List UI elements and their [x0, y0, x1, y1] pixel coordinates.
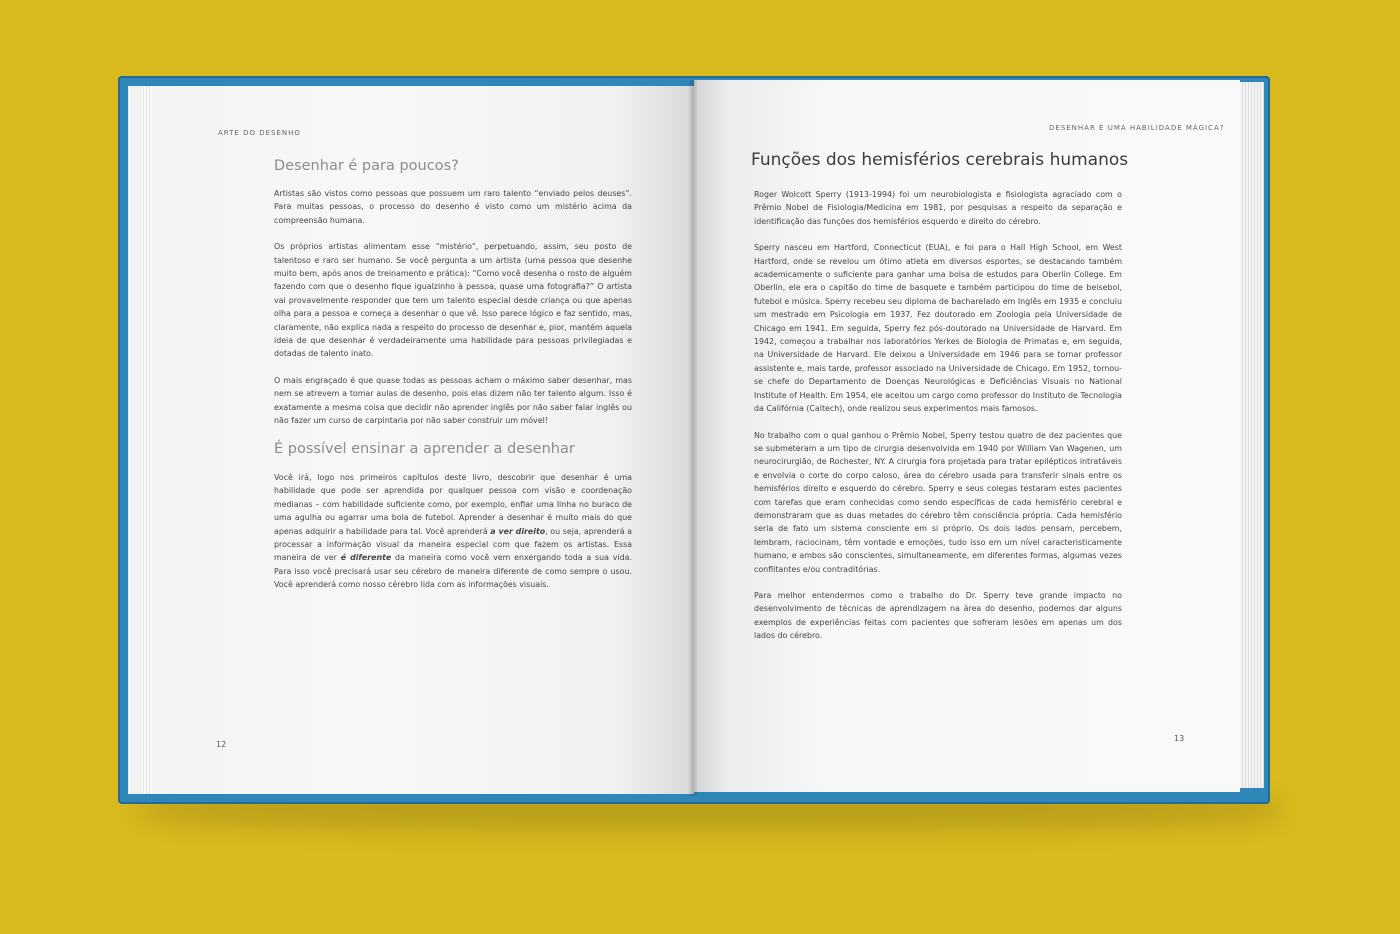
emphasis-ver-direito: a ver direito	[490, 526, 546, 536]
section-title-desenhar: Desenhar é para poucos?	[274, 158, 459, 174]
left-running-head: ARTE DO DESENHO	[218, 129, 301, 137]
book-gutter	[688, 80, 698, 796]
paragraph: Sperry nasceu em Hartford, Connecticut (EUA), e foi para o Hall High School, em West Hartford, onde se revelou um ótimo atleta em diversos esportes, se destacando também academicamente o suficiente para ganhar uma bolsa de estudos para Oberlin College. Em Oberlin, ele era o capitão do time de basquete e também participou do time de beisebol, futebol e música. Sperry recebeu seu diploma de bacharelado em Inglês em 1935 e concluiu um mestrado em Psicologia em 1937. Fez doutorado em Zoologia pela Universidade de Chicago em 1941. Em seguida, Sperry fez pós-doutorado na Universidade de Harvard. Em 1942, começou a trabalhar nos laboratórios Yerkes de Biologia de Primatas e, em seguida, na Universidade de Harvard. Ele deixou a Universidade em 1946 para se tornar professor assistente e, mais tarde, professor associado na Universidade de Chicago. Em 1952, tornou-se chefe do Departamento de Doenças Neurológicas e Deficiências Visuais no National Institute of Health. Em 1954, ele aceitou um cargo como professor do Instituto de Tecnologia da Califórnia (Caltech), onde realizou seus experimentos mais famosos.	[754, 243, 1122, 414]
chapter-title: Funções dos hemisférios cerebrais humanos	[751, 150, 1129, 170]
paragraph: Roger Wolcott Sperry (1913-1994) foi um neurobiologista e fisiologista agraciado com o Prêmio Nobel de Fisiologia/Medicina em 1981, por pesquisas a respeito da separação e identificação das funções dos hemisférios esquerdo e direito do cérebro.	[754, 190, 1122, 226]
right-body-text	[754, 188, 1122, 656]
paragraph: Artistas são vistos como pessoas que possuem um raro talento “enviado pelos deuses”. Para muitas pessoas, o processo do desenho é visto como um mistério acima da compreensão humana.	[274, 189, 632, 225]
section-body-desenhar	[274, 187, 632, 441]
paragraph: No trabalho com o qual ganhou o Prêmio Nobel, Sperry testou quatro de dez pacientes que se submeteram a um tipo de cirurgia desenvolvida em 1940 por William Van Wagenen, um neurocirurgião, de Rochester, NY. A cirurgia fora projetada para tratar epilépticos intratáveis e envolvia o corte do corpo caloso, área do cérebro usada para transferir sinais entre os hemisférios direito e esquerdo do cérebro. Sperry e seus colegas testaram estes pacientes com tarefas que eram conhecidas como sendo específicas de cada hemisfério cerebral e demonstraram que as duas metades do cérebro têm consciência própria. Cada hemisfério seria de fato um sistema consciente em si próprio. Os dois lados pensam, percebem, lembram, raciocinam, têm vontade e emoções, tudo isso em um nível caracteristicamente humano, e ambos são conscientes, simultaneamente, em diferentes formas, algumas vezes conflitantes e/ou contraditórias.	[754, 430, 1122, 574]
section-title-ensinar: É possível ensinar a aprender a desenhar	[274, 441, 575, 457]
left-page-number: 12	[216, 740, 227, 749]
right-page-number: 13	[1174, 734, 1185, 743]
left-page	[152, 86, 694, 794]
right-page	[694, 80, 1240, 792]
paragraph: Os próprios artistas alimentam esse “mistério”, perpetuando, assim, seu posto de talentoso e raro ser humano. Se você pergunta a um artista (uma pessoa que desenhe muito bem, após anos de treinamento e prática): “Como você desenha o rosto de alguém fazendo com que o desenho fique igualzinho à pessoa, quase uma fotografia?” O artista vai provavelmente responder que tem um talento especial desde criança ou que apenas olha para a pessoa e começa a desenhar o que vê. Isso parece lógico e faz sentido, mas, claramente, não explica nada a respeito do processo de desenhar e, pior, mantém aquela ideia de que desenhar é verdadeiramente uma habilidade para pessoas privilegiadas e dotadas de talento inato.	[274, 242, 632, 359]
section-body-ensinar	[274, 471, 632, 605]
emphasis-diferente: é diferente	[340, 553, 392, 563]
paragraph: Você irá, logo nos primeiros capítulos deste livro, descobrir que desenhar é uma habilidade que pode ser aprendida por qualquer pessoa com visão e coordenação medianas – com habilidade suficiente como, por exemplo, enfiar uma linha no buraco de uma agulha ou agarrar uma bola de futebol. Aprender a desenhar é muito mais do que apenas adquirir a habilidade para tal. Você aprenderá a ver direito, ou seja, aprenderá a processar a informação visual da maneira especial com que fazem os artistas. Essa maneira de ver é diferente da maneira como você vem enxergando toda a sua vida. Para isso você precisará usar seu cérebro de maneira diferente de como sempre o usou. Você aprenderá como nosso cérebro lida com as informações visuais.	[274, 473, 633, 590]
paragraph: Para melhor entendermos como o trabalho do Dr. Sperry teve grande impacto no desenvolvimento de técnicas de aprendizagem na área do desenho, podemos dar alguns exemplos de experiências feitas com pacientes que sofreram lesões em apenas um dos lados do cérebro.	[754, 590, 1122, 641]
right-running-head: DESENHAR É UMA HABILIDADE MÁGICA?	[1049, 124, 1225, 132]
paragraph: O mais engraçado é que quase todas as pessoas acham o máximo saber desenhar, mas nem se atrevem a tomar aulas de desenho, pois elas dizem não ter talento algum. Isso é exatamente a mesma coisa que decidir não aprender inglês por não saber falar inglês ou não fazer um curso de carpintaria por não saber construir um móvel!	[274, 375, 632, 426]
